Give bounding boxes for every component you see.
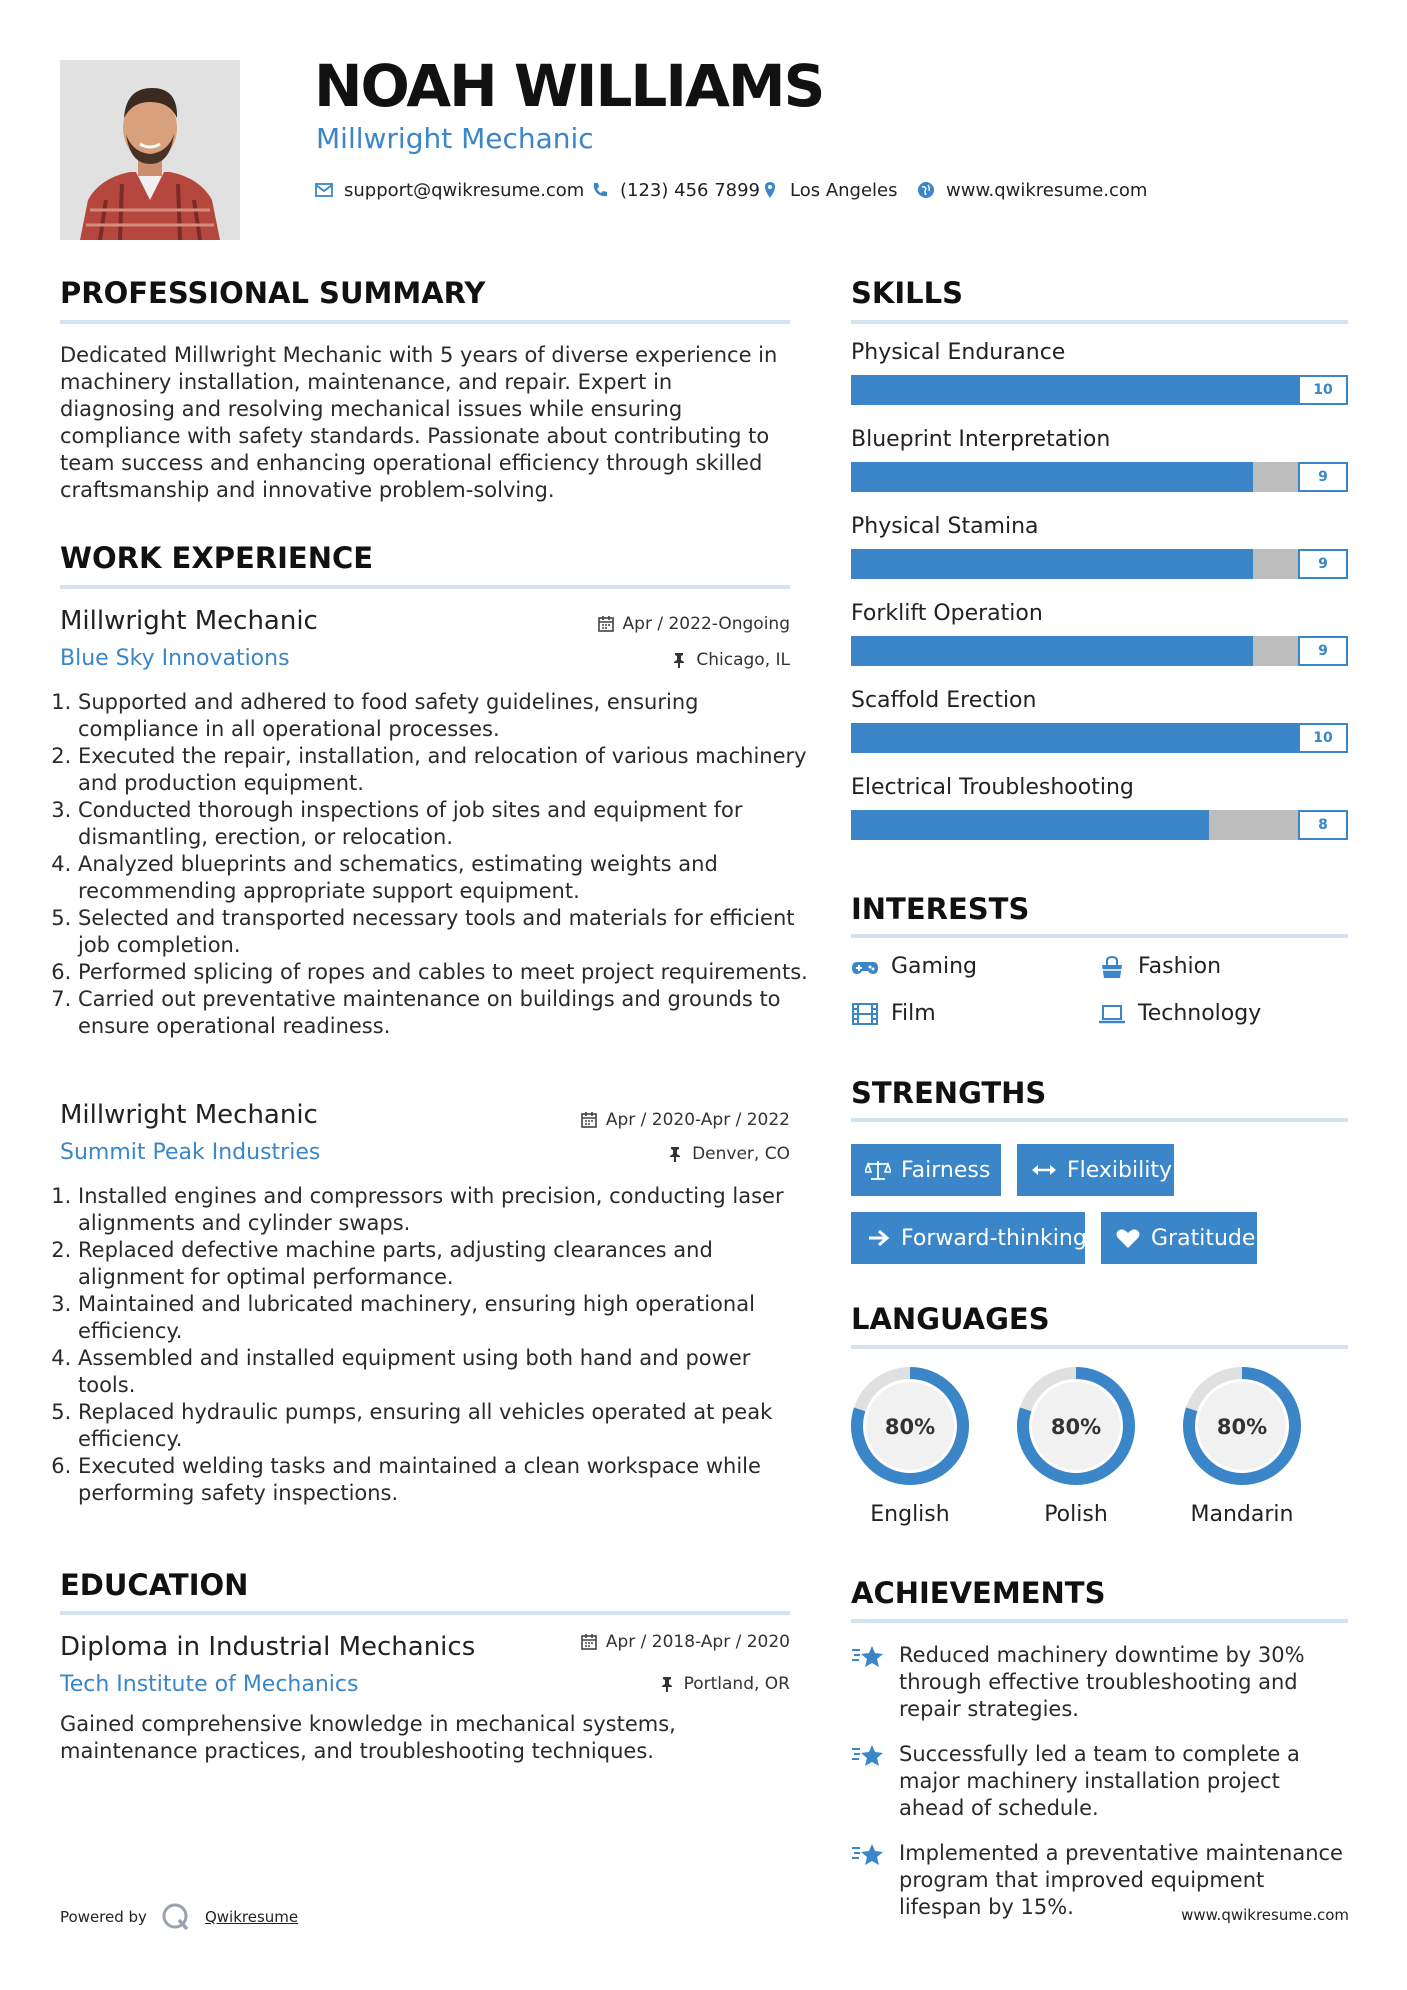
shopping-bag-icon [1098, 955, 1126, 979]
interests-heading: INTERESTS [851, 892, 1030, 926]
skill-level-badge: 10 [1298, 723, 1348, 753]
list-item: 7. Carried out preventative maintenance on buildings and grounds to ensure operational readiness. [78, 986, 808, 1040]
phone-icon [590, 180, 610, 200]
list-item: 3. Maintained and lubricated machinery, ensuring high operational efficiency. [78, 1291, 808, 1345]
skills-divider [851, 320, 1348, 324]
phone-text: (123) 456 7899 [620, 179, 761, 201]
balance-scale-icon [865, 1159, 891, 1181]
footer-powered-by [60, 1902, 298, 1932]
languages-heading: LANGUAGES [851, 1302, 1050, 1336]
language-item [1014, 1364, 1138, 1527]
arrow-right-icon [865, 1227, 891, 1249]
list-item: 2. Replaced defective machine parts, adjusting clearances and alignment for optimal performance. [78, 1237, 808, 1291]
pushpin-icon [666, 1145, 684, 1163]
calendar-icon [597, 615, 615, 633]
list-item: 4. Analyzed blueprints and schematics, estimating weights and recommending appropriate support equipment. [78, 851, 808, 905]
education-dates [490, 1632, 790, 1652]
achievement-text: Successfully led a team to complete a major machinery installation project ahead of schedule. [899, 1742, 1300, 1820]
list-item: 5. Replaced hydraulic pumps, ensuring all vehicles operated at peak efficiency. [78, 1399, 808, 1453]
summary-text: Dedicated Millwright Mechanic with 5 years of diverse experience in machinery installation, maintenance, and repair. Expert in diagnosing and resolving mechanical issues while ensuring compliance with safety standards. Passionate about contributing to team success and enhancing operational efficiency through skilled craftsmanship and innovative problem-solving. [60, 343, 778, 502]
skill-item [851, 601, 1348, 666]
languages-divider [851, 1345, 1348, 1349]
strength-tag-gratitude [1101, 1212, 1257, 1264]
shooting-star-icon [851, 1642, 885, 1672]
strength-tag-flexibility [1017, 1144, 1174, 1196]
skill-item [851, 427, 1348, 492]
skill-item [851, 688, 1348, 753]
gamepad-icon [851, 955, 879, 979]
shooting-star-icon [851, 1840, 885, 1870]
job-title: Millwright Mechanic [60, 606, 318, 636]
heart-icon [1115, 1227, 1141, 1249]
skill-bar-fill [851, 375, 1348, 405]
skill-name: Electrical Troubleshooting [851, 775, 1134, 800]
skill-level-badge: 9 [1298, 636, 1348, 666]
experience-divider [60, 585, 790, 589]
language-item [848, 1364, 972, 1527]
interest-label: Technology [1138, 1001, 1262, 1026]
contact-location [760, 178, 898, 202]
candidate-name: NOAH WILLIAMS [314, 52, 824, 120]
skill-name: Blueprint Interpretation [851, 427, 1111, 452]
interest-label: Film [891, 1001, 936, 1026]
film-icon [851, 1002, 879, 1026]
skill-bar-fill [851, 723, 1348, 753]
strength-label: Flexibility [1067, 1157, 1172, 1183]
education-divider [60, 1611, 790, 1615]
skill-level-badge: 10 [1298, 375, 1348, 405]
skill-bar [851, 549, 1348, 579]
achievements-heading: ACHIEVEMENTS [851, 1576, 1106, 1610]
job-location [490, 1144, 790, 1164]
skill-level-badge: 9 [1298, 462, 1348, 492]
education-degree: Diploma in Industrial Mechanics [60, 1632, 476, 1662]
shooting-star-icon [851, 1741, 885, 1771]
languages-list [848, 1364, 1348, 1544]
language-name: Mandarin [1190, 1502, 1294, 1527]
skill-bar-fill [851, 549, 1253, 579]
arrows-horizontal-icon [1031, 1159, 1057, 1181]
language-name: English [870, 1502, 950, 1527]
interest-label: Gaming [891, 954, 977, 979]
skill-bar [851, 375, 1348, 405]
language-percent: 80% [1050, 1415, 1102, 1439]
education-dates-text: Apr / 2018-Apr / 2020 [605, 1632, 790, 1652]
candidate-title: Millwright Mechanic [316, 122, 594, 155]
strength-tag-fairness [851, 1144, 1001, 1196]
laptop-icon [1098, 1002, 1126, 1026]
job-company: Blue Sky Innovations [60, 646, 290, 671]
interest-film [851, 1001, 936, 1026]
interest-fashion [1098, 954, 1221, 979]
qwikresume-link[interactable]: Qwikresume [204, 1908, 299, 1926]
skill-name: Physical Endurance [851, 340, 1066, 365]
list-item: 5. Selected and transported necessary tools and materials for efficient job completion. [78, 905, 808, 959]
skill-name: Scaffold Erection [851, 688, 1037, 713]
skills-heading: SKILLS [851, 276, 963, 310]
experience-heading: WORK EXPERIENCE [60, 541, 374, 575]
location-text: Los Angeles [790, 179, 898, 201]
skill-bar-fill [851, 636, 1253, 666]
powered-by-text: Powered by [60, 1908, 147, 1926]
list-item: 2. Executed the repair, installation, and relocation of various machinery and production equipment. [78, 743, 808, 797]
job-company: Summit Peak Industries [60, 1140, 321, 1165]
skill-level-badge: 8 [1298, 810, 1348, 840]
achievements-divider [851, 1619, 1348, 1623]
strength-tag-forward-thinking [851, 1212, 1085, 1264]
strengths-heading: STRENGTHS [851, 1076, 1047, 1110]
job-dates-text: Apr / 2020-Apr / 2022 [605, 1110, 790, 1130]
summary-divider [60, 320, 790, 324]
contact-website[interactable] [916, 178, 1147, 202]
email-text: support@qwikresume.com [344, 179, 585, 201]
education-location [490, 1674, 790, 1694]
language-ring [1014, 1364, 1138, 1488]
skill-bar [851, 810, 1348, 840]
job-responsibilities [60, 689, 808, 1040]
achievement-text: Reduced machinery downtime by 30% through effective troubleshooting and repair strategies. [899, 1643, 1305, 1721]
skill-item [851, 514, 1348, 579]
skill-bar-fill [851, 462, 1253, 492]
language-ring [848, 1364, 972, 1488]
envelope-icon [314, 180, 334, 200]
footer-website[interactable]: www.qwikresume.com [1181, 1906, 1349, 1924]
skill-item [851, 340, 1348, 405]
qwikresume-logo-icon [161, 1902, 191, 1932]
language-item [1180, 1364, 1304, 1527]
list-item: 1. Supported and adhered to food safety guidelines, ensuring compliance in all operational processes. [78, 689, 808, 743]
skill-bar [851, 636, 1348, 666]
achievement-item [851, 1741, 1348, 1822]
language-percent: 80% [1216, 1415, 1268, 1439]
job-location [490, 650, 790, 670]
education-school: Tech Institute of Mechanics [60, 1672, 359, 1697]
list-item: 6. Executed welding tasks and maintained a clean workspace while performing safety inspections. [78, 1453, 808, 1507]
language-name: Polish [1044, 1502, 1108, 1527]
map-marker-icon [760, 180, 780, 200]
strengths-divider [851, 1118, 1348, 1122]
website-text: www.qwikresume.com [946, 179, 1148, 201]
strength-label: Forward-thinking [901, 1225, 1087, 1251]
profile-photo [60, 60, 240, 240]
skill-bar-fill [851, 810, 1209, 840]
skill-bar [851, 462, 1348, 492]
calendar-icon [580, 1633, 598, 1651]
job-dates [490, 614, 790, 634]
achievement-text: Implemented a preventative maintenance program that improved equipment lifespan by 15%. [899, 1841, 1343, 1919]
skill-name: Forklift Operation [851, 601, 1043, 626]
job-dates-text: Apr / 2022-Ongoing [622, 614, 790, 634]
skill-level-badge: 9 [1298, 549, 1348, 579]
language-percent: 80% [884, 1415, 936, 1439]
calendar-icon [580, 1111, 598, 1129]
job-title: Millwright Mechanic [60, 1100, 318, 1130]
interest-technology [1098, 1001, 1261, 1026]
list-item: 4. Assembled and installed equipment using both hand and power tools. [78, 1345, 808, 1399]
skill-item [851, 775, 1348, 840]
list-item: 3. Conducted thorough inspections of job sites and equipment for dismantling, erection, or relocation. [78, 797, 808, 851]
language-ring [1180, 1364, 1304, 1488]
job-location-text: Denver, CO [692, 1144, 790, 1164]
strength-label: Fairness [901, 1157, 991, 1183]
skill-bar [851, 723, 1348, 753]
interest-label: Fashion [1138, 954, 1222, 979]
list-item: 1. Installed engines and compressors with precision, conducting laser alignments and cylinder swaps. [78, 1183, 808, 1237]
education-heading: EDUCATION [60, 1568, 249, 1602]
contact-phone[interactable] [590, 178, 760, 202]
globe-icon [916, 180, 936, 200]
pushpin-icon [658, 1675, 676, 1693]
summary-heading: PROFESSIONAL SUMMARY [60, 276, 486, 310]
education-description: Gained comprehensive knowledge in mechanical systems, maintenance practices, and troubleshooting techniques. [60, 1712, 676, 1763]
job-responsibilities [60, 1183, 808, 1507]
strength-label: Gratitude [1151, 1225, 1256, 1251]
job-location-text: Chicago, IL [696, 650, 790, 670]
interests-divider [851, 934, 1348, 938]
skill-name: Physical Stamina [851, 514, 1039, 539]
achievement-item [851, 1642, 1348, 1723]
contact-email[interactable] [314, 178, 584, 202]
pushpin-icon [670, 651, 688, 669]
list-item: 6. Performed splicing of ropes and cables to meet project requirements. [78, 959, 808, 986]
job-dates [490, 1110, 790, 1130]
interest-gaming [851, 954, 977, 979]
education-location-text: Portland, OR [683, 1674, 790, 1694]
